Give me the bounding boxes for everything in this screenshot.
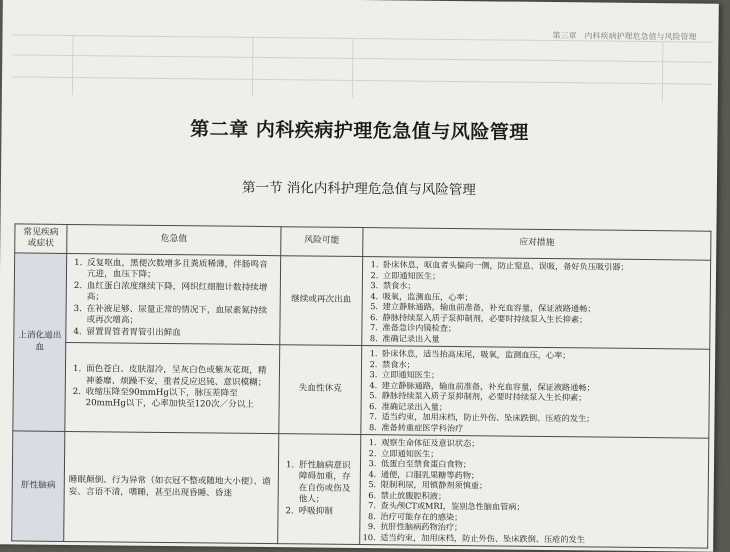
risk-cell: 继续或再次出血 (280, 256, 363, 346)
list-item: 4. 通便，口服乳果糖等药物； (379, 469, 704, 483)
table-row (12, 431, 709, 548)
list-item: 1. 观察生命体征及意识状态； (379, 437, 704, 451)
list-item: 8. 准备转重症医学科治疗 (379, 422, 704, 436)
list-item: 4. 建立静脉通路，输血前准备，补充血容量，保证液路通畅； (380, 380, 705, 394)
measures-cell (361, 346, 710, 439)
list-item: 2. 呼吸抑制 (296, 506, 355, 518)
running-header: 第三章 内科疾病护理危急值与风险管理 (552, 31, 697, 42)
list-item: 1. 卧床休息，适当抬高床尾，吸氧，监测血压，心率； (380, 348, 705, 362)
list-item: 1. 肝性脑病意识障碍加重，存在自伤或伤及他人； (297, 460, 356, 506)
risk-cell: 失血性休克 (279, 345, 362, 435)
chapter-title: 第二章 内科疾病护理危急值与风险管理 (190, 118, 529, 144)
table-row (14, 253, 711, 349)
column-header-measures: 应对措施 (363, 228, 711, 261)
measures-cell (362, 257, 711, 350)
list-item: 2. 立即通知医生； (379, 448, 704, 462)
column-header-disease: 常见疾病或症状 (15, 224, 67, 254)
list-item: 6. 准确记录出入量； (380, 401, 705, 415)
measures-cell (360, 435, 709, 549)
disease-cell: 上消化道出血 (13, 253, 67, 432)
list-item: 7. 查头颅CT或MRI，鉴别急性脑血管病； (379, 500, 704, 514)
critical-value-cell (66, 253, 281, 344)
list-item: 5. 建立静脉通路，输血前准备，补充血容量，保证液路通畅； (381, 301, 706, 315)
risk-management-table (11, 223, 711, 548)
risk-cell (278, 434, 361, 545)
list-item: 3. 低蛋白至禁食蛋白食物； (379, 458, 704, 472)
list-item: 7. 准备急诊内镜检查； (380, 322, 705, 336)
list-item: 2. 血红蛋白浓度继续下降，网织红细胞计数持续增高； (85, 281, 276, 306)
critical-value-cell (65, 342, 280, 433)
list-item: 4. 吸氧，监测血压，心率； (381, 291, 706, 305)
list-item: 3. 禁食水； (381, 280, 706, 294)
list-item: 2. 收缩压降至90mmHg以下，脉压差降至20mmHg以下，心率加快至120次／分以上 (84, 387, 275, 412)
column-header-risk: 风险可能 (281, 227, 363, 257)
list-item: 2. 禁食水； (380, 359, 705, 373)
list-item: 6. 静脉持续泵入质子泵抑制剂，必要时持续泵入生长抑素； (380, 312, 705, 326)
list-item: 6. 禁止放腹腔积液； (379, 490, 704, 504)
critical-value-cell: 睡眠颠倒、行为异常（如衣冠不整或随地大小便）、谵妄、言语不清，嗜睡，甚至出现昏睡、昏迷 (64, 431, 279, 543)
table-row (13, 342, 710, 438)
column-header-critical-value: 危急值 (67, 224, 281, 255)
list-item: 2. 立即通知医生； (381, 270, 706, 284)
list-item: 8. 准确记录出入量 (380, 333, 705, 347)
list-item: 10. 适当约束，加用床档，防止外伤、坠床跌倒、压疮的发生 (378, 532, 703, 546)
list-item: 5. 限制利尿，用镇静剂须慎重； (379, 479, 704, 493)
list-item: 1. 反复呕血，黑便次数增多且粪质稀薄，伴肠鸣音亢进，血压下降； (85, 258, 276, 283)
list-item: 7. 适当约束，加用床档，防止外伤、坠床跌倒、压疮的发生； (379, 411, 704, 425)
list-item: 8. 治疗可能存在的感染； (378, 511, 703, 525)
disease-cell: 肝性脑病 (12, 431, 65, 542)
list-item: 1. 面色苍白、皮肤湿冷，呈灰白色或紫灰花斑，精神萎靡、烦躁不安，重者反应迟钝、意识模糊； (84, 364, 275, 389)
list-item: 5. 静脉持续泵入质子泵抑制剂，必要时持续泵入生长抑素； (380, 390, 705, 404)
list-item: 4. 留置胃管者胃管引出鲜血 (84, 327, 275, 340)
list-item: 3. 立即通知医生； (380, 369, 705, 383)
list-item: 3. 在补液足够、尿量正常的情况下，血尿素氮持续或再次增高； (84, 304, 275, 329)
list-item: 1. 卧床休息，呕血者头偏向一侧，防止窒息、误吸，备好负压吸引器； (381, 259, 706, 273)
section-title: 第一节 消化内科护理危急值与风险管理 (241, 179, 476, 199)
list-item: 9. 抗肝性脑病药物治疗； (378, 521, 703, 535)
